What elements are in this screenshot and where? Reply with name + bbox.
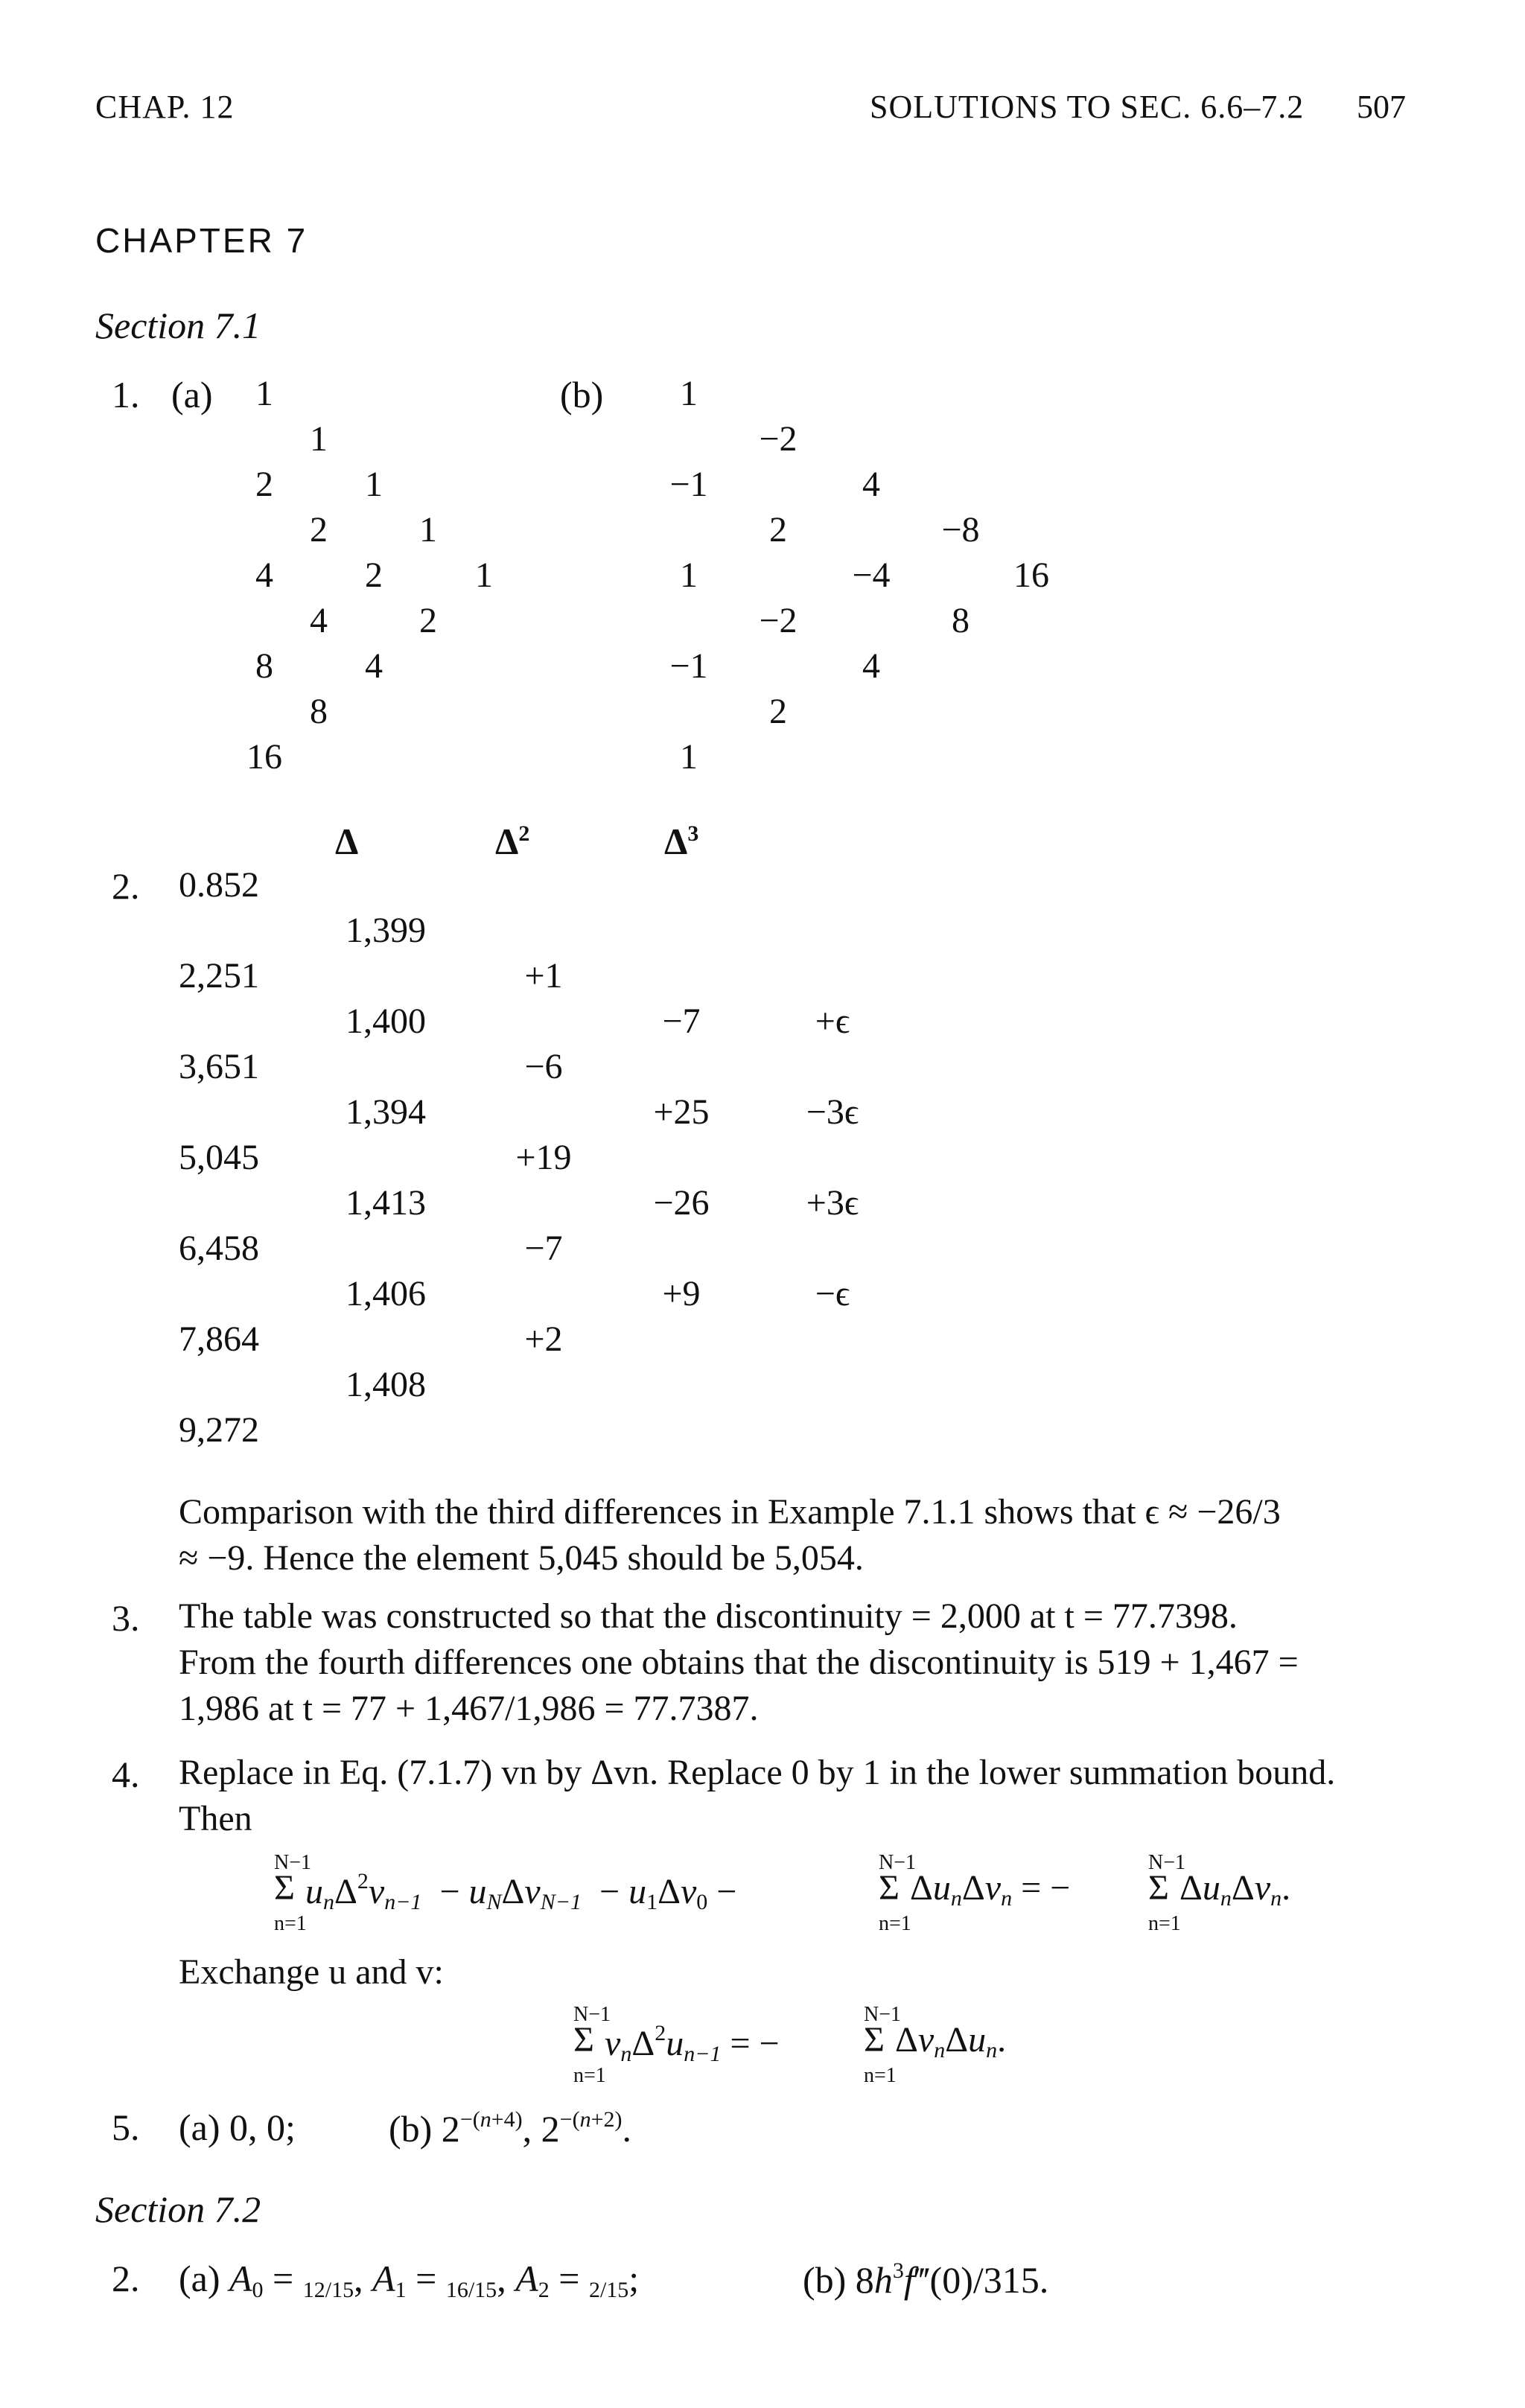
table2-delta2: −6 (524, 1047, 563, 1086)
table2-delta2: +19 (515, 1138, 572, 1177)
section-heading-7-1: Section 7.1 (95, 305, 261, 346)
table2-delta3: −7 (662, 1001, 701, 1041)
s72-problem-2-label: 2. (112, 2258, 140, 2299)
p3-line2: From the fourth differences one obtains that the discontinuity is 519 + 1,467 = (179, 1643, 1299, 1682)
table2-epsilon: +ϵ (815, 1001, 850, 1041)
page-number: 507 (1357, 89, 1406, 125)
p4-exchange: Exchange u and v: (179, 1952, 444, 1992)
table2-delta1: 1,394 (346, 1092, 426, 1132)
table2-delta1: 1,406 (346, 1274, 426, 1313)
table2-value: 5,045 (179, 1138, 259, 1177)
table-b-cell: 8 (952, 601, 970, 640)
table2-delta1: 1,408 (346, 1365, 426, 1404)
table-b-cell: −8 (941, 510, 980, 550)
p4-line1: Replace in Eq. (7.1.7) vn by Δvn. Replace 0 by 1 in the lower summation bound. (179, 1753, 1336, 1792)
table-a-cell: 4 (310, 601, 328, 640)
problem-2-label: 2. (112, 865, 140, 907)
table2-delta1: 1,399 (346, 911, 426, 950)
table-a-cell: 2 (310, 510, 328, 550)
table-a-cell: 1 (365, 465, 383, 504)
table-b-cell: −2 (759, 419, 797, 459)
problem-4-label: 4. (112, 1754, 140, 1795)
table2-delta1: 1,413 (346, 1183, 426, 1223)
s72-problem-2a: (a) $A_0 = _{12/15}$, $A_1 = _{16/15}$, $A_2 = _{2/15}$; (179, 2258, 640, 2302)
table2-delta3: +25 (653, 1092, 710, 1132)
table-b-cell: −4 (852, 555, 891, 595)
table-b-cell: −1 (669, 465, 708, 504)
table-a-cell: 1 (419, 510, 437, 550)
table-a-cell: 8 (255, 646, 273, 686)
table2-value: 7,864 (179, 1319, 259, 1359)
table2-delta2: −7 (524, 1229, 563, 1268)
table-a-cell: 1 (255, 374, 273, 413)
table-a-cell: 1 (475, 555, 493, 595)
section-heading-7-2: Section 7.2 (95, 2188, 261, 2230)
running-head-right: SOLUTIONS TO SEC. 6.6–7.2 (870, 89, 1305, 125)
problem-5-label: 5. (112, 2106, 140, 2148)
chapter-title: CHAPTER 7 (95, 221, 308, 260)
problem-5b: (b) $2^{-(n+4)}$, $2^{-(n+2)}$. (389, 2107, 631, 2150)
table-b-cell: −1 (669, 646, 708, 686)
table2-value: 0.852 (179, 865, 259, 905)
table-a-cell: 4 (365, 646, 383, 686)
table-b-cell: 1 (680, 737, 698, 777)
delta-header: Δ (335, 821, 359, 862)
delta2-header: $\Delta^2$ (495, 821, 530, 862)
table-a-cell: 16 (246, 737, 282, 777)
table-a-cell: 1 (310, 419, 328, 459)
table2-value: 9,272 (179, 1410, 259, 1450)
table2-delta2: +1 (524, 956, 563, 996)
problem-3-label: 3. (112, 1597, 140, 1639)
table-a-cell: 2 (255, 465, 273, 504)
table-b-cell: 1 (680, 374, 698, 413)
p3-line1: The table was constructed so that the discontinuity = 2,000 at t = 77.7398. (179, 1596, 1238, 1636)
s72-problem-2b: (b) $8h^3f‴(0)/315$. (803, 2258, 1049, 2301)
table-a-cell: 8 (310, 692, 328, 731)
table-b-cell: 16 (1013, 555, 1049, 595)
table-a-cell: 4 (255, 555, 273, 595)
table2-delta1: 1,400 (346, 1001, 426, 1041)
table-b-cell: 2 (769, 692, 787, 731)
table-a-cell: 2 (419, 601, 437, 640)
table2-epsilon: −ϵ (815, 1274, 850, 1313)
table2-value: 3,651 (179, 1047, 259, 1086)
table2-value: 6,458 (179, 1229, 259, 1268)
problem-1b-label: (b) (560, 374, 604, 415)
table-a-cell: 2 (365, 555, 383, 595)
running-head-left: CHAP. 12 (95, 89, 235, 125)
table2-delta3: −26 (653, 1183, 710, 1223)
table2-epsilon: −3ϵ (806, 1092, 859, 1132)
table2-delta2: +2 (524, 1319, 563, 1359)
p2-text-line2: ≈ −9. Hence the element 5,045 should be 5,054. (179, 1538, 864, 1578)
p2-text-line1: Comparison with the third differences in Example 7.1.1 shows that ϵ ≈ −26/3 (179, 1492, 1281, 1532)
table-b-cell: 4 (862, 465, 880, 504)
delta3-header: $\Delta^3$ (664, 821, 699, 862)
p3-line3: 1,986 at t = 77 + 1,467/1,986 = 77.7387. (179, 1689, 759, 1728)
problem-1-label: 1. (112, 374, 140, 415)
table-b-cell: 2 (769, 510, 787, 550)
table2-value: 2,251 (179, 956, 259, 996)
problem-5a: (a) 0, 0; (179, 2106, 296, 2148)
table2-epsilon: +3ϵ (806, 1183, 859, 1223)
problem-1a-label: (a) (171, 374, 213, 415)
table-b-cell: 1 (680, 555, 698, 595)
table-b-cell: −2 (759, 601, 797, 640)
table2-delta3: +9 (662, 1274, 701, 1313)
p4-line2: Then (179, 1799, 252, 1838)
table-b-cell: 4 (862, 646, 880, 686)
